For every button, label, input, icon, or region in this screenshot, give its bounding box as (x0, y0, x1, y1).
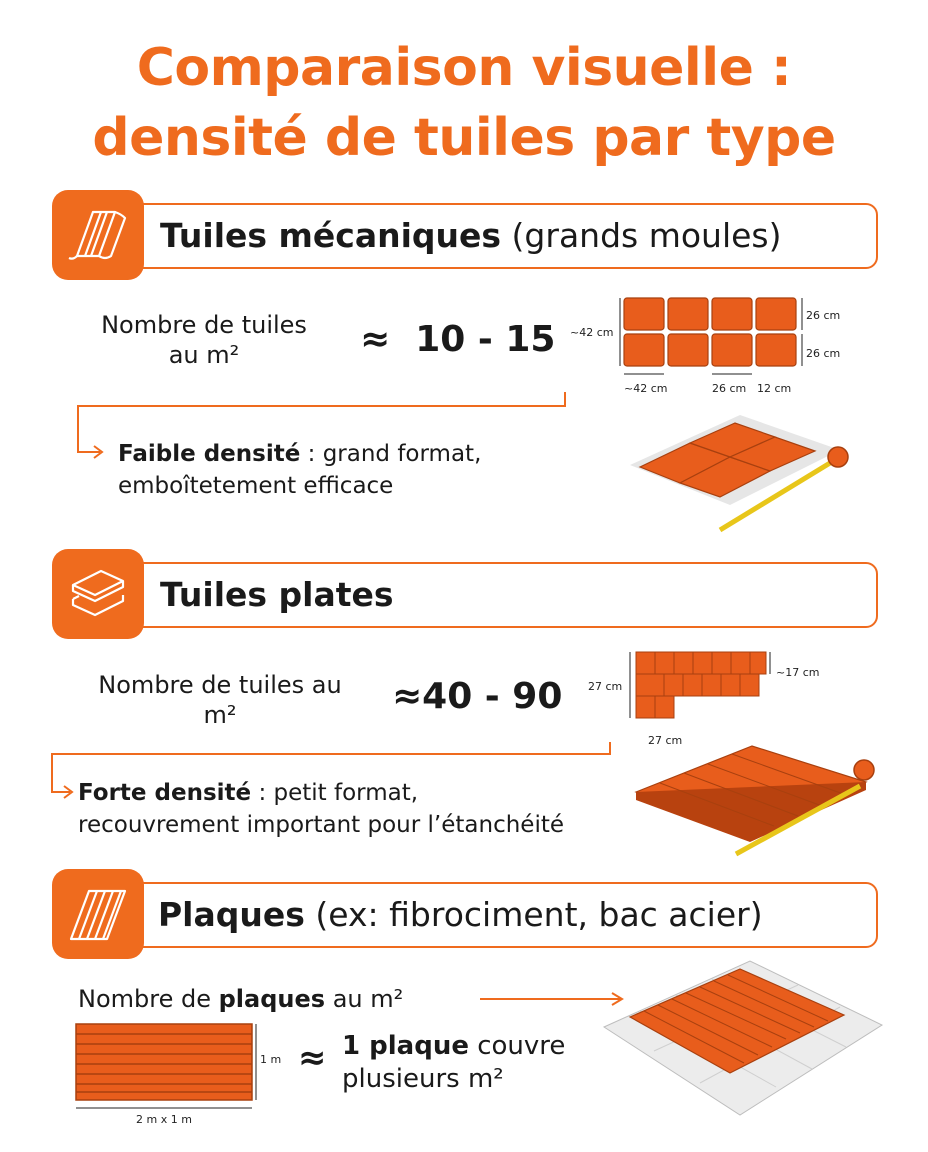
density-note-mecaniques: Faible densité : grand format, emboîtetement efficace (118, 441, 482, 499)
dim-row-plates: ~17 cm (776, 666, 820, 679)
density-value-plates: ≈40 - 90 (392, 676, 563, 717)
count-label-plaques: Nombre de plaques au m² (78, 985, 404, 1013)
density-note-plates: Forte densité : petit format, recouvrement important pour l’étanchéité (78, 780, 564, 838)
dim-width-mecaniques: ~42 cm (624, 382, 668, 395)
tile-dimension-diagram-plates (620, 648, 780, 726)
interlocking-tile-icon (52, 190, 144, 280)
dim-row1-mecaniques: 26 cm (806, 309, 841, 322)
dim-height-plates: 27 cm (588, 680, 623, 693)
page-title-line-1: Comparaison visuelle : (136, 38, 792, 98)
section-heading-plaques: Plaques (ex: fibrociment, bac acier) (158, 895, 763, 934)
flat-tiles-icon (52, 549, 144, 639)
page-title-line-2: densité de tuiles par type (92, 108, 836, 168)
dim-width-plates: 27 cm (648, 734, 683, 747)
section-heading-mecaniques: Tuiles mécaniques (grands moules) (160, 216, 782, 255)
dim-overlap-mecaniques: 12 cm (757, 382, 792, 395)
interlocking-tiles-illustration (620, 405, 860, 540)
dim-row2-mecaniques: 26 cm (806, 347, 841, 360)
approx-symbol-plaques: ≈ (298, 1038, 327, 1078)
density-value-plaques: 1 plaque couvre plusieurs m² (342, 1031, 566, 1094)
dim-gap-mecaniques: 26 cm (712, 382, 747, 395)
section-heading-plates: Tuiles plates (160, 575, 394, 614)
count-label-plates: Nombre de tuiles au m² (98, 671, 342, 729)
sheet-dimension-diagram (72, 1020, 292, 1116)
dim-height-mecaniques: ~42 cm (570, 326, 614, 339)
dim-size-plaques: 2 m x 1 m (136, 1113, 192, 1126)
dim-height-plaques: 1 m (260, 1053, 282, 1066)
density-value-mecaniques: ≈ 10 - 15 (360, 319, 556, 360)
corrugated-sheet-icon (52, 869, 144, 959)
flat-tiles-illustration (632, 742, 882, 860)
corrugated-sheets-illustration (600, 955, 890, 1123)
count-label-mecaniques: Nombre de tuiles au m² (101, 311, 307, 369)
